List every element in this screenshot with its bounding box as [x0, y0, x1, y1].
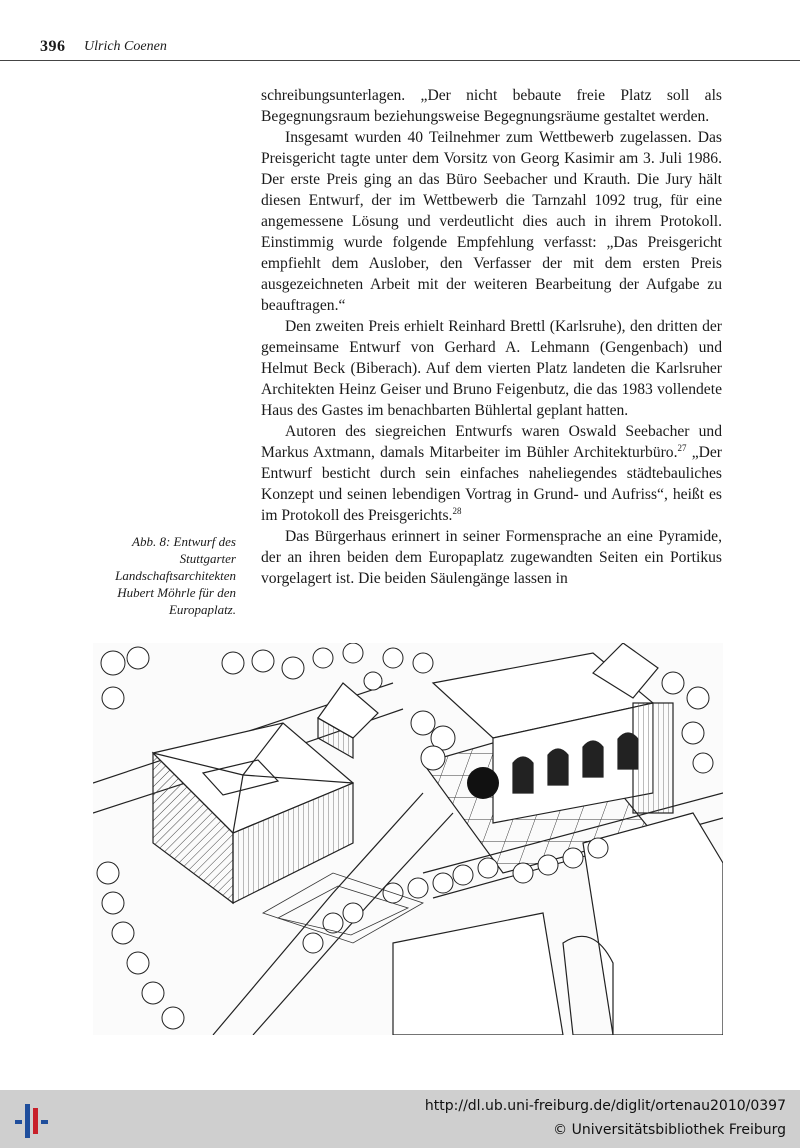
figure-europaplatz-drawing: [93, 643, 723, 1035]
pavilion: [318, 683, 378, 758]
paragraph: Das Bürgerhaus erinnert in seiner Formensprache an eine Pyramide, der an ihren beiden dem Europaplatz zugewandten Seiten ein Portikus vorgelagert ist. Die beiden Säulengänge lassen in: [261, 528, 722, 587]
pyramid-building: [153, 723, 353, 903]
figure-caption: Abb. 8: Entwurf des Stuttgarter Landschaftsarchitekten Hubert Möhrle für den Europaplatz.: [115, 534, 236, 617]
footer: [0, 1090, 800, 1148]
footnote-ref: 28: [452, 505, 462, 516]
paragraph-text: „Der Entwurf besticht durch sein einfaches naheliegendes städtebauliches Konzept und seinen lebendigen Vortrag in Grund- und Aufriss“, heißt es im Protokoll des Preisgerichts.: [261, 444, 722, 524]
paragraph: Den zweiten Preis erhielt Reinhard Brettl (Karlsruhe), den dritten der gemeinsame Entwurf von Gerhard A. Lehmann (Gengenbach) und Helmut Beck (Biberach). Auf dem vierten Platz landeten die Karlsruher Architekten Heinz Geiser und Bruno Feigenbutz, die das 1983 vollendete Haus des Gastes im benachbarten Bühlertal geplant hatten.: [261, 318, 722, 419]
footer-copyright: © Universitätsbibliothek Freiburg: [553, 1122, 786, 1138]
page-header: [0, 0, 800, 61]
ub-freiburg-logo-icon: [12, 1100, 52, 1140]
running-head: Ulrich Coenen: [84, 39, 167, 54]
paragraph-text: Autoren des siegreichen Entwurfs waren Oswald Seebacher und Markus Axtmann, damals Mitarbeiter im Bühler Architekturbüro.: [261, 423, 722, 461]
paragraph: Insgesamt wurden 40 Teilnehmer zum Wettbewerb zugelassen. Das Preisgericht tagte unter dem Vorsitz von Georg Kasimir am 3. Juli 1986. Der erste Preis ging an das Büro Seebacher und Krauth. Die Jury hält diesen Entwurf, der im Wettbewerb die Tarnzahl 1092 trug, für eine angemessene Lösung und verdeutlicht dies auch in ihrem Protokoll. Einstimmig wurde folgende Empfehlung verfasst: „Das Preisgericht empfiehlt dem Auslober, den Verfasser der mit dem ersten Preis ausgezeichneten Arbeit mit der weiteren Bearbeitung der Aufgabe zu beauftragen.“: [261, 129, 722, 314]
footnote-ref: 27: [677, 442, 687, 453]
paragraph: [261, 421, 722, 526]
footer-url[interactable]: http://dl.ub.uni-freiburg.de/diglit/ortenau2010/0397: [424, 1098, 786, 1114]
body-text: [261, 85, 722, 589]
page-number: 396: [40, 38, 66, 55]
aerial-drawing: [93, 643, 723, 1035]
paragraph: schreibungsunterlagen. „Der nicht bebaute freie Platz soll als Begegnungsraum beziehungsweise Begegnungsräume gestaltet werden.: [261, 87, 722, 125]
